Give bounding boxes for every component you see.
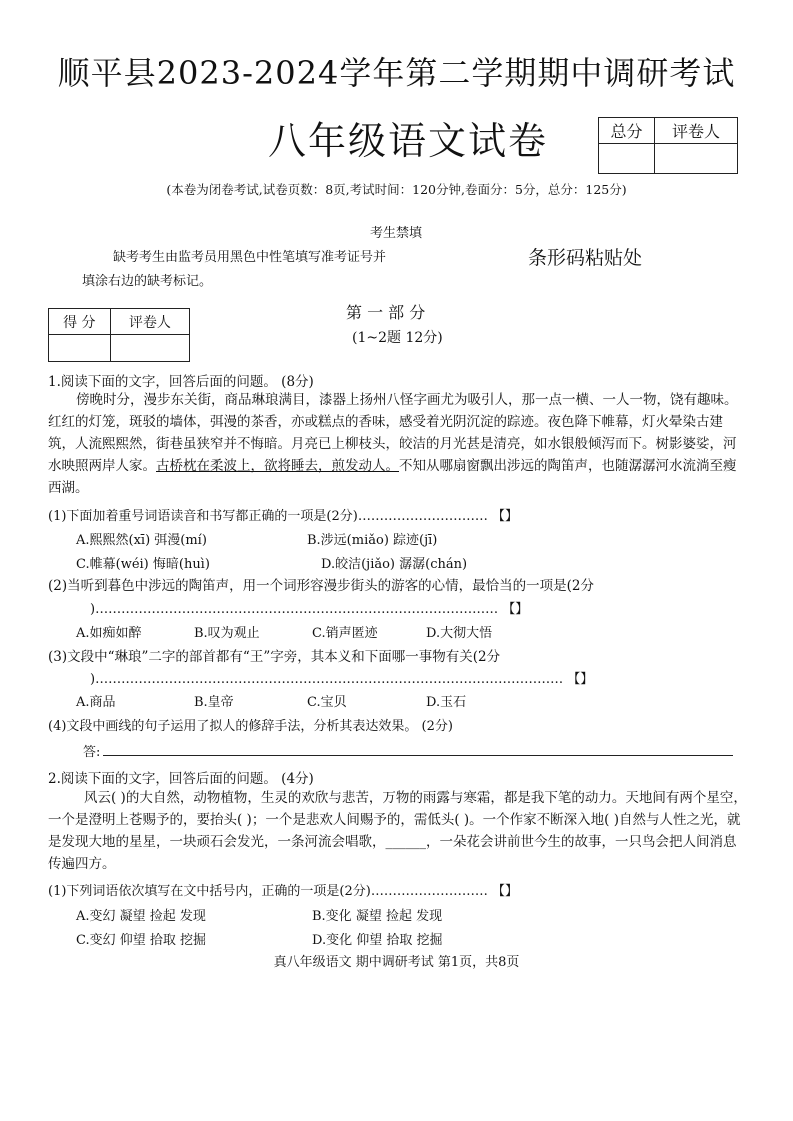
exam-title: 顺平县2023-2024学年第二学期期中调研考试 <box>57 54 736 92</box>
q2-sub1-option-d[interactable]: D.变化 仰望 拾取 挖掘 <box>312 933 443 948</box>
exam-subtitle: 八年级语文试卷 <box>268 119 549 163</box>
page-footer: 真八年级语文 期中调研考试 第1页，共8页 <box>273 955 520 970</box>
q1-answer-label: 答: <box>83 745 101 760</box>
q1-sub1: (1)下面加着重号词语读音和书写都正确的一项是(2分)………………………… 【】 <box>48 509 518 524</box>
q1-sub2-line-1: (2)当听到暮色中涉远的陶笛声，用一个词形容漫步街头的游客的心情，最恰当的一项是(2分 <box>48 578 594 594</box>
q1-passage <box>48 389 748 499</box>
q1-sub3-option-b[interactable]: B.皇帝 <box>194 695 234 710</box>
part-range: (1~2题 12分) <box>352 330 443 346</box>
q1-sub3-line-1: (3)文段中“琳琅”二字的部首都有“王”字旁，其本义和下面哪一事物有关(2分 <box>48 649 501 665</box>
q1-sub2-option-c[interactable]: C.销声匿迹 <box>312 626 378 641</box>
q1-passage-part-b: 不知从哪扇窗飘出涉远的陶笛声，也随潺潺河水流淌至瘦西湖。 <box>48 458 737 496</box>
part-grader-cell[interactable] <box>110 335 189 362</box>
q2-passage: 风云( )的大自然，动物植物，生灵的欢欣与悲苦，万物的雨露与寒霜，都是我下笔的动力。天地间有两个星空，一个是澄明上苍赐予的，要抬头( )；一个是悲欢人间赐予的，需低头( )。一个作家不断深入地( )自然与人性之光，就是发现大地的星星，一块顽石会发光，一条河流会唱歌，______，一朵花会讲前世今生的故事，一只鸟会把人间消息传遍四方。 <box>48 790 747 872</box>
part-score-table <box>48 308 190 362</box>
q2-sub1-option-a[interactable]: A.变幻 凝望 捡起 发现 <box>76 909 206 924</box>
q1-stem: 1.阅读下面的文字，回答后面的问题。 (8分) <box>48 374 314 390</box>
grader-cell[interactable] <box>654 144 737 174</box>
q2-sub1: (1)下列词语依次填写在文中括号内，正确的一项是(2分)……………………… 【】 <box>48 884 518 899</box>
barcode-area-label: 条形码粘贴处 <box>528 247 643 269</box>
q1-sub1-option-c[interactable]: C.帷幕(wéi) 悔暗(huì) <box>76 557 210 572</box>
q1-sub1-option-b[interactable]: B.涉远(miǎo) 踪迹(jī) <box>307 533 438 548</box>
part-score-cell[interactable] <box>49 335 111 362</box>
q1-answer-line[interactable] <box>103 755 733 756</box>
total-score-table <box>598 117 738 174</box>
q1-underlined-sentence: 古桥枕在柔波上，欲将睡去，煎发动人。 <box>156 458 399 474</box>
absentee-line-1: 缺考考生由监考员用黑色中性笔填写准考证号并 <box>113 250 387 265</box>
total-score-header: 总分 <box>599 118 655 144</box>
q1-sub2-option-a[interactable]: A.如痴如醉 <box>76 626 142 641</box>
part-title: 第 一 部 分 <box>346 303 426 322</box>
part-grader-header: 评卷人 <box>110 309 189 335</box>
q1-sub2-option-b[interactable]: B.叹为观止 <box>194 626 260 641</box>
q1-sub4: (4)文段中画线的句子运用了拟人的修辞手法，分析其表达效果。 (2分) <box>48 719 453 734</box>
absentee-heading: 考生禁填 <box>370 226 423 241</box>
q2-sub1-option-b[interactable]: B.变化 凝望 捡起 发现 <box>312 909 443 924</box>
exam-note: (本卷为闭卷考试,试卷页数：8页,考试时间：120分钟,卷面分：5分，总分：125分) <box>166 182 627 197</box>
part-score-header: 得 分 <box>49 309 111 335</box>
absentee-line-2: 填涂右边的缺考标记。 <box>82 274 213 289</box>
total-score-cell[interactable] <box>599 144 655 174</box>
q1-sub3-line-2: )……………………………………………………………………………………………… 【】 <box>90 672 594 687</box>
q1-sub3-option-d[interactable]: D.玉石 <box>426 695 467 710</box>
q1-sub2-option-d[interactable]: D.大彻大悟 <box>426 626 493 641</box>
q1-sub2-line-2: )………………………………………………………………………………… 【】 <box>90 602 529 617</box>
q1-sub3-option-c[interactable]: C.宝贝 <box>307 695 347 710</box>
q1-passage-part-a: 傍晚时分，漫步东关街，商品琳琅满目，漆器上扬州八怪字画尤为吸引人，那一点一横、一人一物，饶有趣味。红红的灯笼，斑驳的墙体，弭漫的茶香，亦或糕点的香味，感受着光阴沉淀的踪迹。夜色降下帷幕，灯火晕染古建筑，人流熙熙然，街巷虽狭窄并不悔暗。月亮已上柳枝头，皎洁的月光甚是清亮，如水银般倾泻而下。树影婆娑，河水映照两岸人家。 <box>48 392 738 474</box>
q1-sub1-option-a[interactable]: A.熙熙然(xī) 弭漫(mí) <box>76 533 207 548</box>
grader-header: 评卷人 <box>654 118 737 144</box>
q2-stem: 2.阅读下面的文字，回答后面的问题。 (4分) <box>48 771 314 787</box>
q2-sub1-option-c[interactable]: C.变幻 仰望 拾取 挖掘 <box>76 933 207 948</box>
q1-sub1-option-d[interactable]: D.皎洁(jiǎo) 潺潺(chán) <box>321 557 468 572</box>
q1-sub3-option-a[interactable]: A.商品 <box>76 695 116 710</box>
